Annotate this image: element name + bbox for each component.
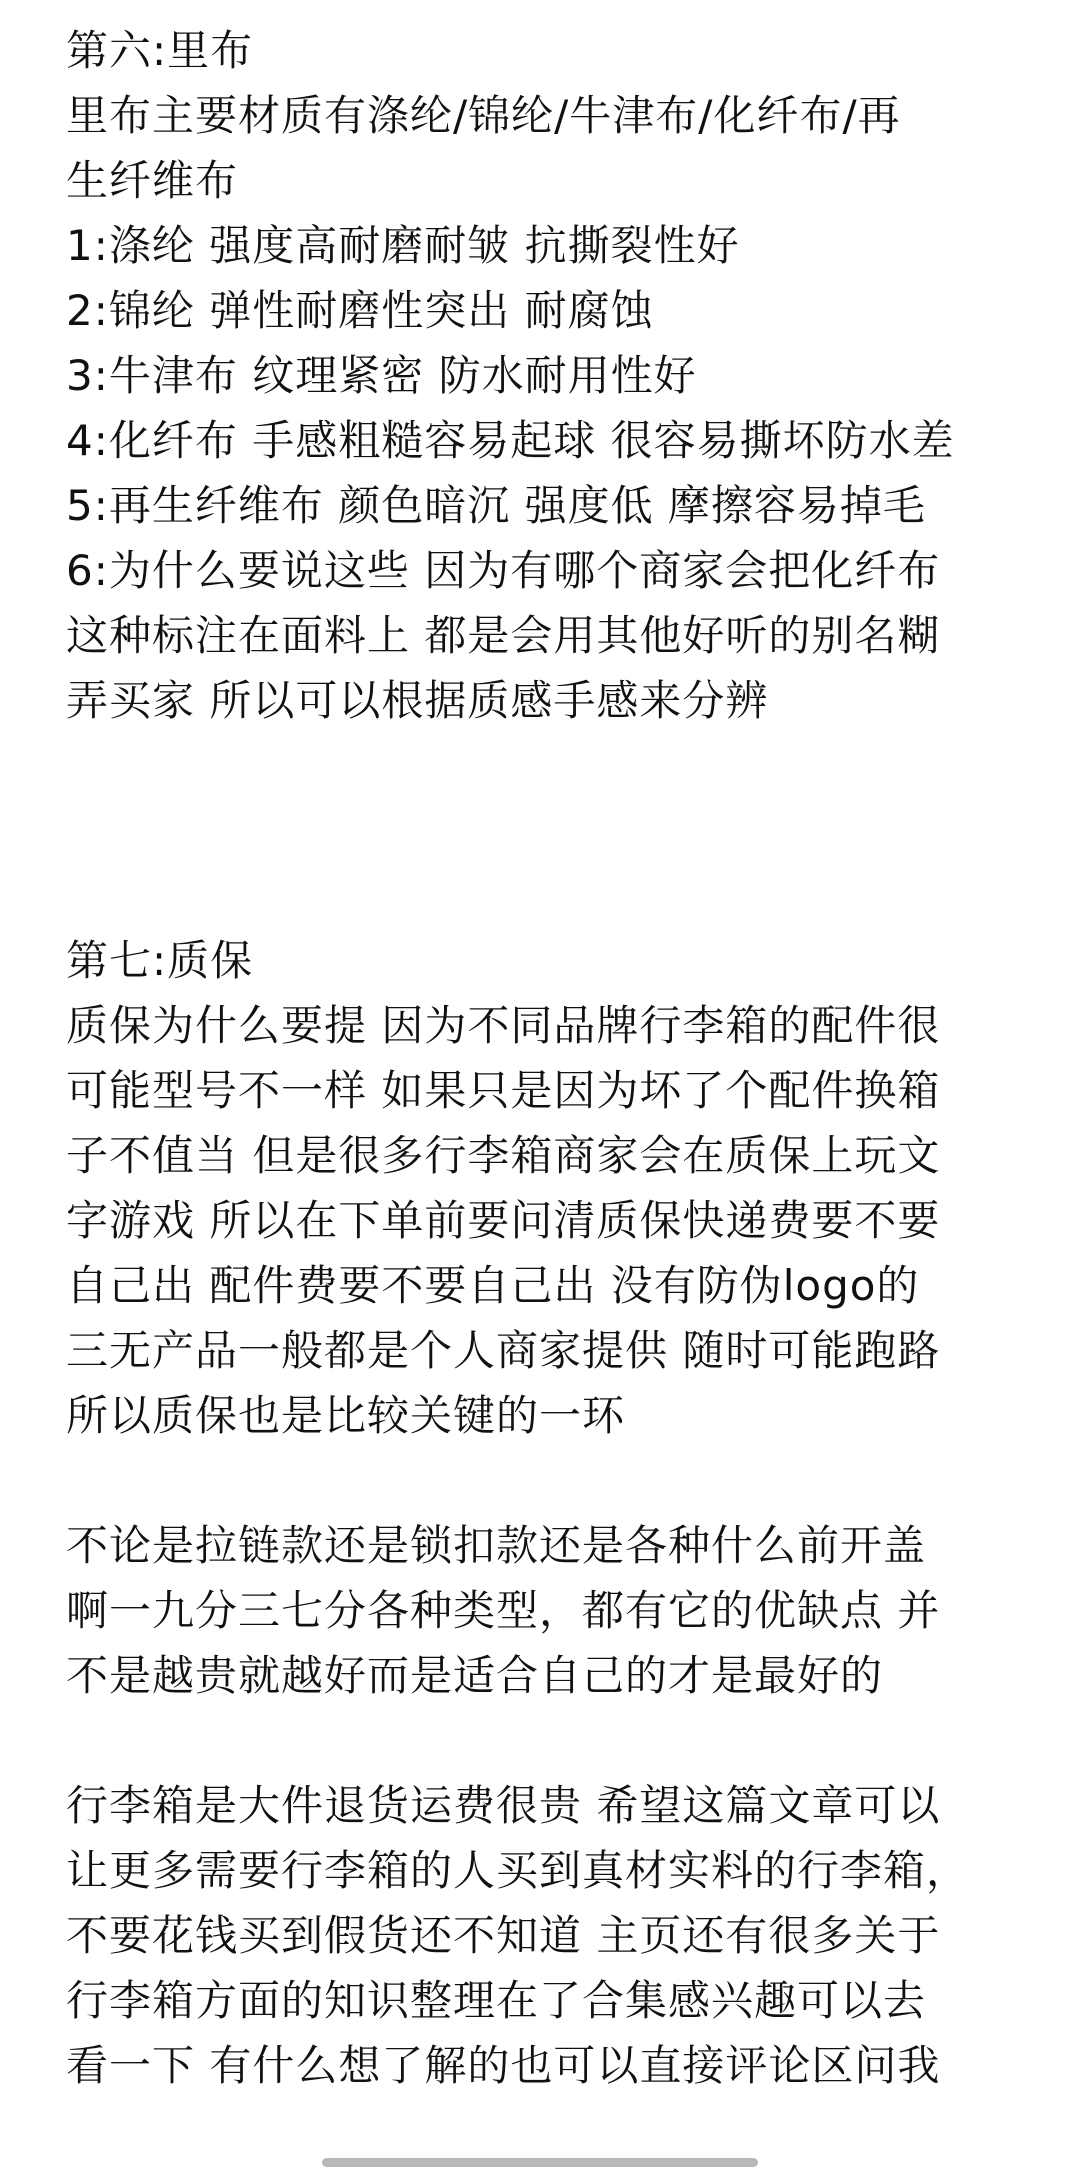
blank-space [66,1708,1026,1773]
text-line: 字游戏 所以在下单前要问清质保快递费要不要 [66,1196,941,1245]
blank-space [66,1448,1026,1513]
list-item: 3:牛津布 纹理紧密 防水耐用性好 [66,351,697,400]
text-line: 可能型号不一样 如果只是因为坏了个配件换箱 [66,1066,941,1115]
text-line: 行李箱方面的知识整理在了合集感兴趣可以去 [66,1976,927,2025]
text-line: 三无产品一般都是个人商家提供 随时可能跑路 [66,1326,941,1375]
list-item: 1:涤纶 强度高耐磨耐皱 抗撕裂性好 [66,221,740,270]
text-line: 生纤维布 [66,156,239,205]
text-line: 不是越贵就越好而是适合自己的才是最好的 [66,1651,884,1700]
text-line: 里布主要材质有涤纶/锦纶/牛津布/化纤布/再 [66,91,901,140]
text-line: 看一下 有什么想了解的也可以直接评论区问我 [66,2041,941,2090]
list-item: 2:锦纶 弹性耐磨性突出 耐腐蚀 [66,286,654,335]
text-line: 质保为什么要提 因为不同品牌行李箱的配件很 [66,1001,941,1050]
section-heading-lining: 第六:里布 [66,26,254,75]
text-line: 不论是拉链款还是锁扣款还是各种什么前开盖 [66,1521,927,1570]
blank-space [66,733,1026,928]
text-line: 啊一九分三七分各种类型，都有它的优缺点 并 [66,1586,941,1635]
section-heading-warranty: 第七:质保 [66,936,254,985]
list-item: 5:再生纤维布 颜色暗沉 强度低 摩擦容易掉毛 [66,481,926,530]
text-line: 所以质保也是比较关键的一环 [66,1391,626,1440]
text-line: 这种标注在面料上 都是会用其他好听的别名糊 [66,611,941,660]
text-line: 不要花钱买到假货还不知道 主页还有很多关于 [66,1911,941,1960]
text-line: 子不值当 但是很多行李箱商家会在质保上玩文 [66,1131,941,1180]
list-item: 6:为什么要说这些 因为有哪个商家会把化纤布 [66,546,941,595]
article-body [66,18,1026,2098]
list-item: 4:化纤布 手感粗糙容易起球 很容易撕坏防水差 [66,416,955,465]
text-line: 让更多需要行李箱的人买到真材实料的行李箱， [66,1846,970,1895]
home-indicator-bar[interactable] [322,2158,758,2167]
text-line: 自己出 配件费要不要自己出 没有防伪logo的 [66,1261,920,1310]
text-line: 行李箱是大件退货运费很贵 希望这篇文章可以 [66,1781,941,1830]
text-line: 弄买家 所以可以根据质感手感来分辨 [66,676,769,725]
